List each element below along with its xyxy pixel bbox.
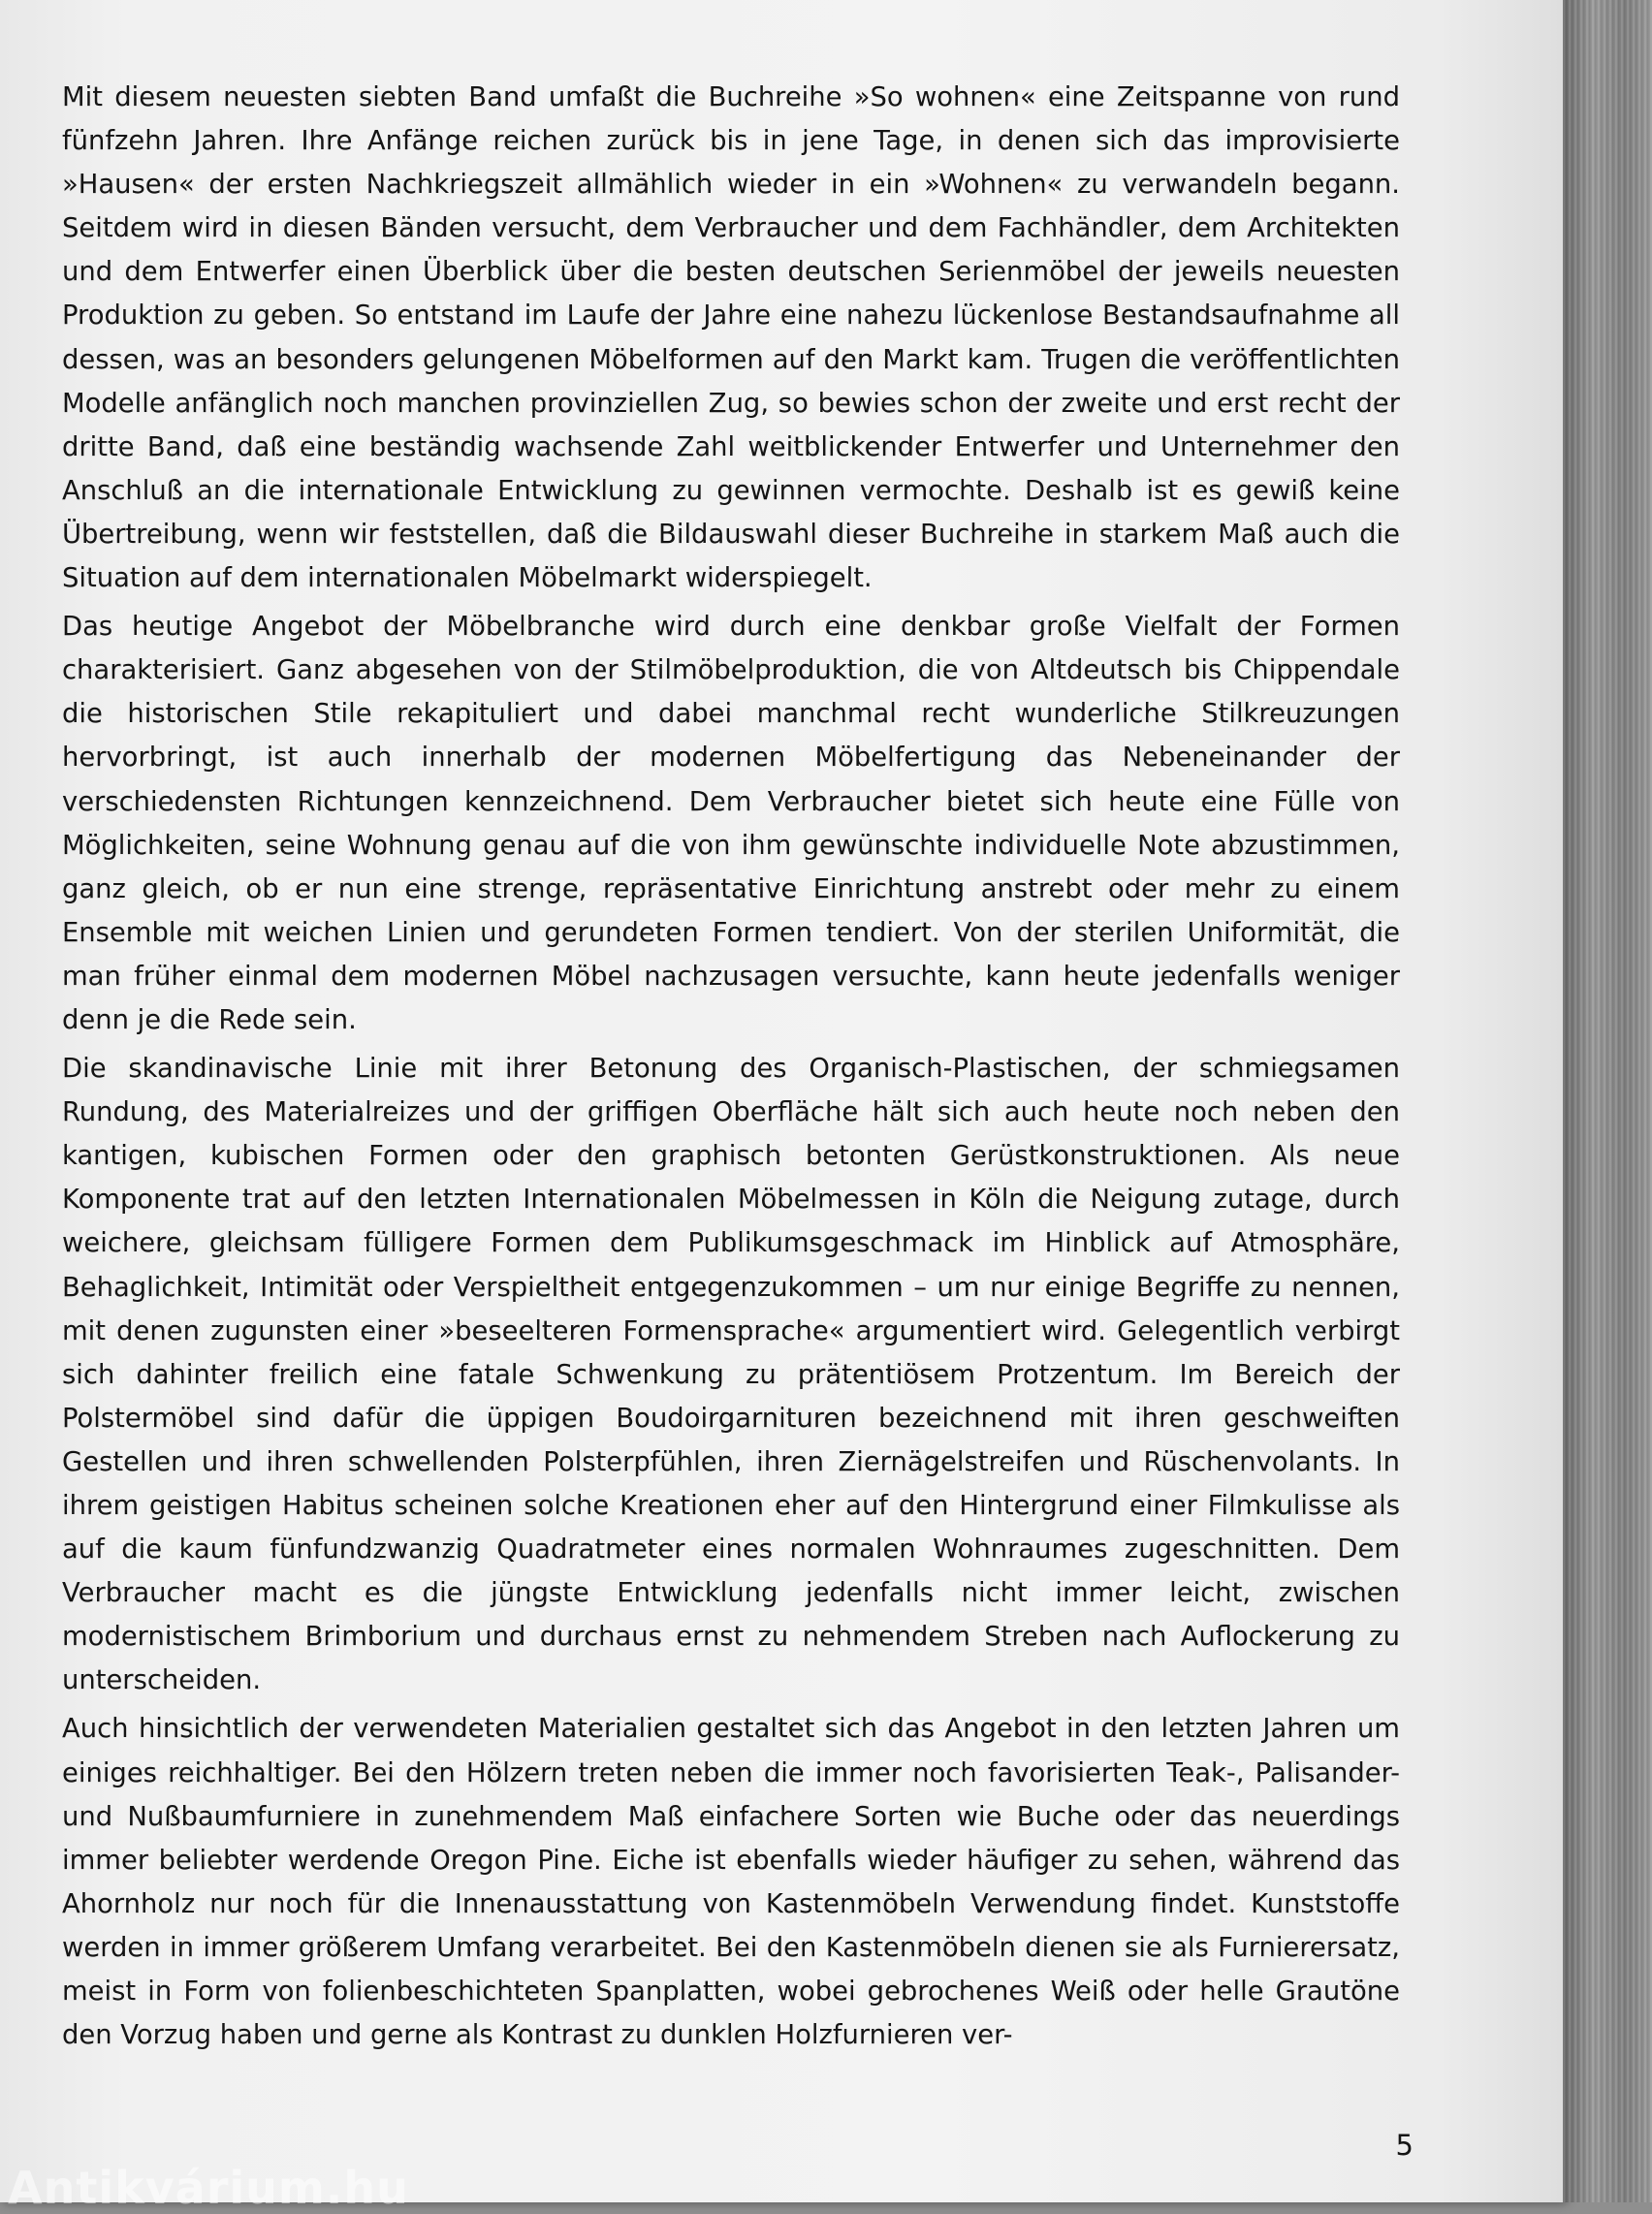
paragraph-4: Auch hinsichtlich der verwendeten Materialien gestaltet sich das Angebot in den letzten Jahren um einiges reichhaltiger. Bei den Hölzern treten neben die immer noch favorisierten Teak-, Palisander- und Nußbaumfurniere in zunehmendem Maß einfachere Sorten wie Buche oder das neuerdings immer beliebter werdende Oregon Pine. Eiche ist ebenfalls wieder häufiger zu sehen, während das Ahornholz nur noch für die Innenausstattung von Kastenmöbeln Verwendung findet. Kunststoffe werden in immer größerem Umfang verarbeitet. Bei den Kastenmöbeln dienen sie als Furnierersatz, meist in Form von folienbeschichteten Spanplatten, wobei gebrochenes Weiß oder helle Grautöne den Vorzug haben und gerne als Kontrast zu dunklen Holzfurnieren ver- xyxy=(62,1714,1400,2051)
paragraph-1: Mit diesem neuesten siebten Band umfaßt die Buchreihe »So wohnen« eine Zeitspanne von rund fünfzehn Jahren. Ihre Anfänge reichen zurück bis in jene Tage, in denen sich das improvisierte »Hausen« der ersten Nachkriegszeit allmählich wieder in ein »Wohnen« zu verwandeln begann. Seitdem wird in diesen Bänden versucht, dem Verbraucher und dem Fachhändler, dem Architekten und dem Entwerfer einen Überblick über die besten deutschen Serienmöbel der jeweils neuesten Produktion zu geben. So entstand im Laufe der Jahre eine nahezu lückenlose Bestandsaufnahme all dessen, was an besonders gelungenen Möbelformen auf den Markt kam. Trugen die veröffentlichten Modelle anfänglich noch manchen provinziellen Zug, so bewies schon der zweite und erst recht der dritte Band, daß eine beständig wachsende Zahl weitblickender Entwerfer und Unternehmer den Anschluß an die internationale Entwicklung zu gewinnen vermochte. Deshalb ist es gewiß keine Übertreibung, wenn wir feststellen, daß die Bildauswahl dieser Buchreihe in starkem Maß auch die Situation auf dem internationalen Möbelmarkt widerspiegelt. xyxy=(62,82,1400,594)
page-stack-edge xyxy=(1563,0,1652,2202)
watermark: Antikvárium.hu xyxy=(8,2162,409,2214)
paragraph-3: Die skandinavische Linie mit ihrer Betonung des Organisch-Plastischen, der schmiegsamen Rundung, des Materialreizes und der griffigen Oberfläche hält sich auch heute noch neben den kantigen, kubischen Formen oder den graphisch betonten Gerüstkonstruktionen. Als neue Komponente trat auf den letzten Internationalen Möbelmessen in Köln die Neigung zutage, durch weichere, gleichsam fülligere Formen dem Publikumsgeschmack im Hinblick auf Atmosphäre, Behaglichkeit, Intimität oder Verspieltheit entgegenzukommen – um nur einige Begriffe zu nennen, mit denen zugunsten einer »beseelteren Formensprache« argumentiert wird. Gelegentlich verbirgt sich dahinter freilich eine fatale Schwenkung zu prätentiösem Protzentum. Im Bereich der Polstermöbel sind dafür die üppigen Boudoirgarnituren bezeichnend mit ihren geschweiften Gestellen und ihren schwellenden Polsterpfühlen, ihren Ziernägelstreifen und Rüschenvolants. In ihrem geistigen Habitus scheinen solche Kreationen eher auf den Hintergrund einer Filmkulisse als auf die kaum fünfundzwanzig Quadratmeter eines normalen Wohnraumes zugeschnitten. Dem Verbraucher macht es die jüngste Entwicklung jedenfalls nicht immer leicht, zwischen modernistischem Brimborium und durchaus ernst zu nehmendem Streben nach Auflockerung zu unterscheiden. xyxy=(62,1054,1400,1696)
page-number: 5 xyxy=(1395,2129,1414,2162)
body-text xyxy=(62,76,1400,2062)
paragraph-2: Das heutige Angebot der Möbelbranche wird durch eine denkbar große Vielfalt der Formen charakterisiert. Ganz abgesehen von der Stilmöbelproduktion, die von Altdeutsch bis Chippendale die historischen Stile rekapituliert und dabei manchmal recht wunderliche Stilkreuzungen hervorbringt, ist auch innerhalb der modernen Möbelfertigung das Nebeneinander der verschiedensten Richtungen kennzeichnend. Dem Verbraucher bietet sich heute eine Fülle von Möglichkeiten, seine Wohnung genau auf die von ihm gewünschte individuelle Note abzustimmen, ganz gleich, ob er nun eine strenge, repräsentative Einrichtung anstrebt oder mehr zu einem Ensemble mit weichen Linien und gerundeten Formen tendiert. Von der sterilen Uniformität, die man früher einmal dem modernen Möbel nachzusagen versuchte, kann heute jedenfalls weniger denn je die Rede sein. xyxy=(62,612,1400,1035)
